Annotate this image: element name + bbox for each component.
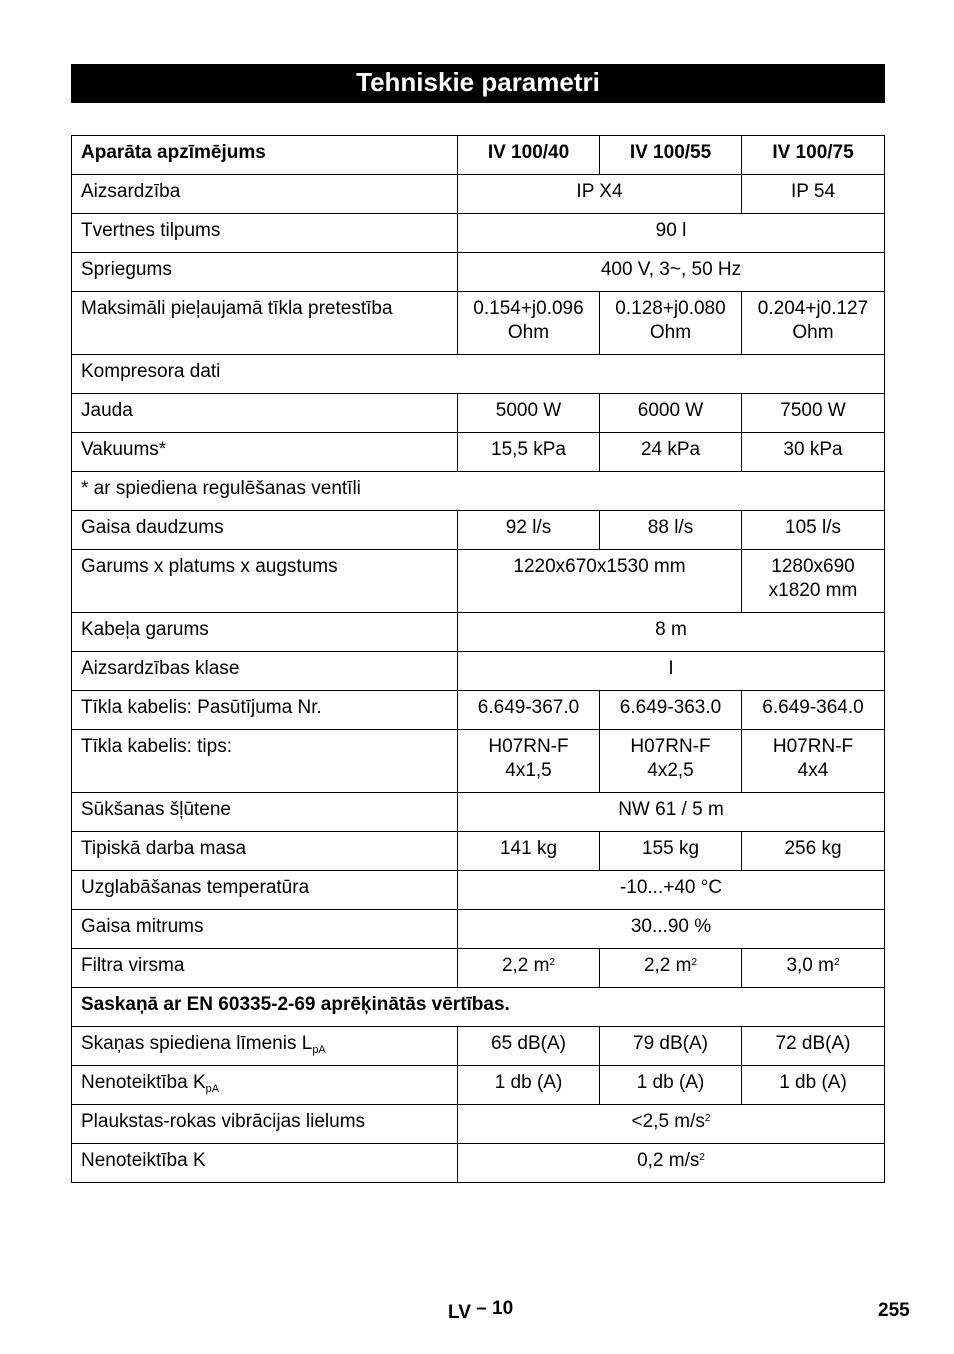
- table-row: [72, 910, 885, 949]
- header-label: Aparāta apzīmējums: [72, 136, 458, 175]
- cell-value: 15,5 kPa: [458, 433, 600, 472]
- table-row: [72, 472, 885, 511]
- cell-value: -10...+40 °C: [458, 871, 885, 910]
- table-row: [72, 1066, 885, 1105]
- table-row: [72, 394, 885, 433]
- cell-value: 1220x670x1530 mm: [458, 550, 742, 613]
- footer-page-label: [448, 1298, 514, 1323]
- cell-value: 6.649-364.0: [742, 691, 885, 730]
- cell-value: [458, 730, 600, 793]
- cell-value: 1 db (A): [458, 1066, 600, 1105]
- cell-value: 7500 W: [742, 394, 885, 433]
- value-text: 2,2 m: [501, 955, 550, 976]
- row-label: Nenoteiktība K: [72, 1144, 458, 1183]
- cell-value: 72 dB(A): [742, 1027, 885, 1066]
- cell-value: 6.649-363.0: [600, 691, 742, 730]
- cell-value: [458, 1105, 885, 1144]
- row-label: Sūkšanas šļūtene: [72, 793, 458, 832]
- cell-value: 30 kPa: [742, 433, 885, 472]
- subscript: pA: [312, 1044, 326, 1056]
- table-row: [72, 613, 885, 652]
- superscript: 2: [699, 1152, 705, 1163]
- page-title: Tehniskie parametri: [71, 64, 885, 103]
- cell-line: 0.128+j0.080: [615, 298, 726, 319]
- cell-value: [600, 949, 742, 988]
- cell-value: 92 l/s: [458, 511, 600, 550]
- table-row: [72, 214, 885, 253]
- row-label: Gaisa mitrums: [72, 910, 458, 949]
- cell-value: [742, 292, 885, 355]
- table-row: [72, 730, 885, 793]
- cell-value: 8 m: [458, 613, 885, 652]
- row-label: [72, 1027, 458, 1066]
- cell-value: [600, 730, 742, 793]
- cell-value: [458, 1144, 885, 1183]
- footer-local-page: – 10: [476, 1298, 514, 1319]
- row-label: Jauda: [72, 394, 458, 433]
- cell-value: 90 l: [458, 214, 885, 253]
- cell-value: 5000 W: [458, 394, 600, 433]
- cell-value: 6000 W: [600, 394, 742, 433]
- cell-line: 4x4: [797, 760, 829, 781]
- header-model-2: IV 100/55: [600, 136, 742, 175]
- cell-value: 1 db (A): [600, 1066, 742, 1105]
- cell-line: 0.154+j0.096: [473, 298, 584, 319]
- table-row: [72, 1027, 885, 1066]
- table-row: [72, 691, 885, 730]
- table-row: [72, 355, 885, 394]
- cell-value: [742, 949, 885, 988]
- cell-value: 256 kg: [742, 832, 885, 871]
- value-text: 0,2 m/s: [637, 1150, 700, 1171]
- cell-value: 155 kg: [600, 832, 742, 871]
- table-row: [72, 550, 885, 613]
- cell-value: [600, 292, 742, 355]
- cell-value: I: [458, 652, 885, 691]
- cell-value: 141 kg: [458, 832, 600, 871]
- cell-value: 88 l/s: [600, 511, 742, 550]
- row-label: Aizsardzība: [72, 175, 458, 214]
- table-row: [72, 832, 885, 871]
- cell-value: 400 V, 3~, 50 Hz: [458, 253, 885, 292]
- cell-line: Ohm: [792, 322, 834, 343]
- superscript: 2: [833, 957, 840, 968]
- row-label: Aizsardzības klase: [72, 652, 458, 691]
- row-label: Tīkla kabelis: Pasūtījuma Nr.: [72, 691, 458, 730]
- row-label: Plaukstas-rokas vibrācijas lielums: [72, 1105, 458, 1144]
- table-row: [72, 511, 885, 550]
- cell-value: [742, 550, 885, 613]
- table-row: [72, 1105, 885, 1144]
- footnote-row: * ar spiediena regulēšanas ventīli: [72, 472, 885, 511]
- cell-line: 4x2,5: [647, 760, 694, 781]
- row-label: Uzglabāšanas temperatūra: [72, 871, 458, 910]
- row-label: Maksimāli pieļaujamā tīkla pretestība: [72, 292, 458, 355]
- row-label: Spriegums: [72, 253, 458, 292]
- cell-line: Ohm: [507, 322, 550, 343]
- cell-value: IP 54: [742, 175, 885, 214]
- row-label: Tīkla kabelis: tips:: [72, 730, 458, 793]
- value-text: <2,5 m/s: [631, 1111, 705, 1132]
- page-number: 255: [878, 1300, 910, 1321]
- header-model-1: IV 100/40: [458, 136, 600, 175]
- row-label: Tipiskā darba masa: [72, 832, 458, 871]
- table-row: [72, 652, 885, 691]
- table-row: [72, 793, 885, 832]
- subscript: pA: [205, 1083, 220, 1095]
- table-row: [72, 292, 885, 355]
- table-row: [72, 136, 885, 175]
- cell-value: 105 l/s: [742, 511, 885, 550]
- row-label: Tvertnes tilpums: [72, 214, 458, 253]
- cell-value: 1 db (A): [742, 1066, 885, 1105]
- superscript: 2: [704, 1113, 711, 1124]
- table-row: [72, 253, 885, 292]
- cell-value: 6.649-367.0: [458, 691, 600, 730]
- cell-line: 0.204+j0.127: [757, 298, 869, 319]
- table-row: [72, 433, 885, 472]
- cell-value: 30...90 %: [458, 910, 885, 949]
- table-row: [72, 175, 885, 214]
- cell-value: 24 kPa: [600, 433, 742, 472]
- table-row: [72, 988, 885, 1027]
- cell-value: [458, 292, 600, 355]
- footer-language: LV: [448, 1302, 471, 1323]
- row-label: Vakuums*: [72, 433, 458, 472]
- superscript: 2: [549, 957, 556, 968]
- value-text: 3,0 m: [786, 955, 834, 976]
- table-row: [72, 1144, 885, 1183]
- cell-value: IP X4: [458, 175, 742, 214]
- header-model-3: IV 100/75: [742, 136, 885, 175]
- cell-value: [458, 949, 600, 988]
- row-label: Garums x platums x augstums: [72, 550, 458, 613]
- table-row: [72, 949, 885, 988]
- cell-line: H07RN-F: [630, 736, 711, 757]
- cell-value: [742, 730, 885, 793]
- value-text: 2,2 m: [643, 955, 692, 976]
- cell-value: 65 dB(A): [458, 1027, 600, 1066]
- cell-line: x1820 mm: [768, 580, 858, 601]
- cell-value: NW 61 / 5 m: [458, 793, 885, 832]
- row-label: [72, 1066, 458, 1105]
- table-row: [72, 871, 885, 910]
- cell-line: Ohm: [649, 322, 692, 343]
- cell-value: 79 dB(A): [600, 1027, 742, 1066]
- row-label: Filtra virsma: [72, 949, 458, 988]
- label-text: Skaņas spiediena līmenis L: [81, 1033, 313, 1054]
- cell-line: 4x1,5: [505, 760, 552, 781]
- label-text: Nenoteiktība K: [81, 1072, 206, 1093]
- row-label: Gaisa daudzums: [72, 511, 458, 550]
- section-label: Kompresora dati: [72, 355, 885, 394]
- cell-line: 1280x690: [771, 556, 855, 577]
- cell-line: H07RN-F: [488, 736, 569, 757]
- spec-table: [71, 135, 885, 1183]
- superscript: 2: [691, 957, 698, 968]
- section-label: Saskaņā ar EN 60335-2-69 aprēķinātās vērtības.: [72, 988, 885, 1027]
- row-label: Kabeļa garums: [72, 613, 458, 652]
- cell-line: H07RN-F: [772, 736, 854, 757]
